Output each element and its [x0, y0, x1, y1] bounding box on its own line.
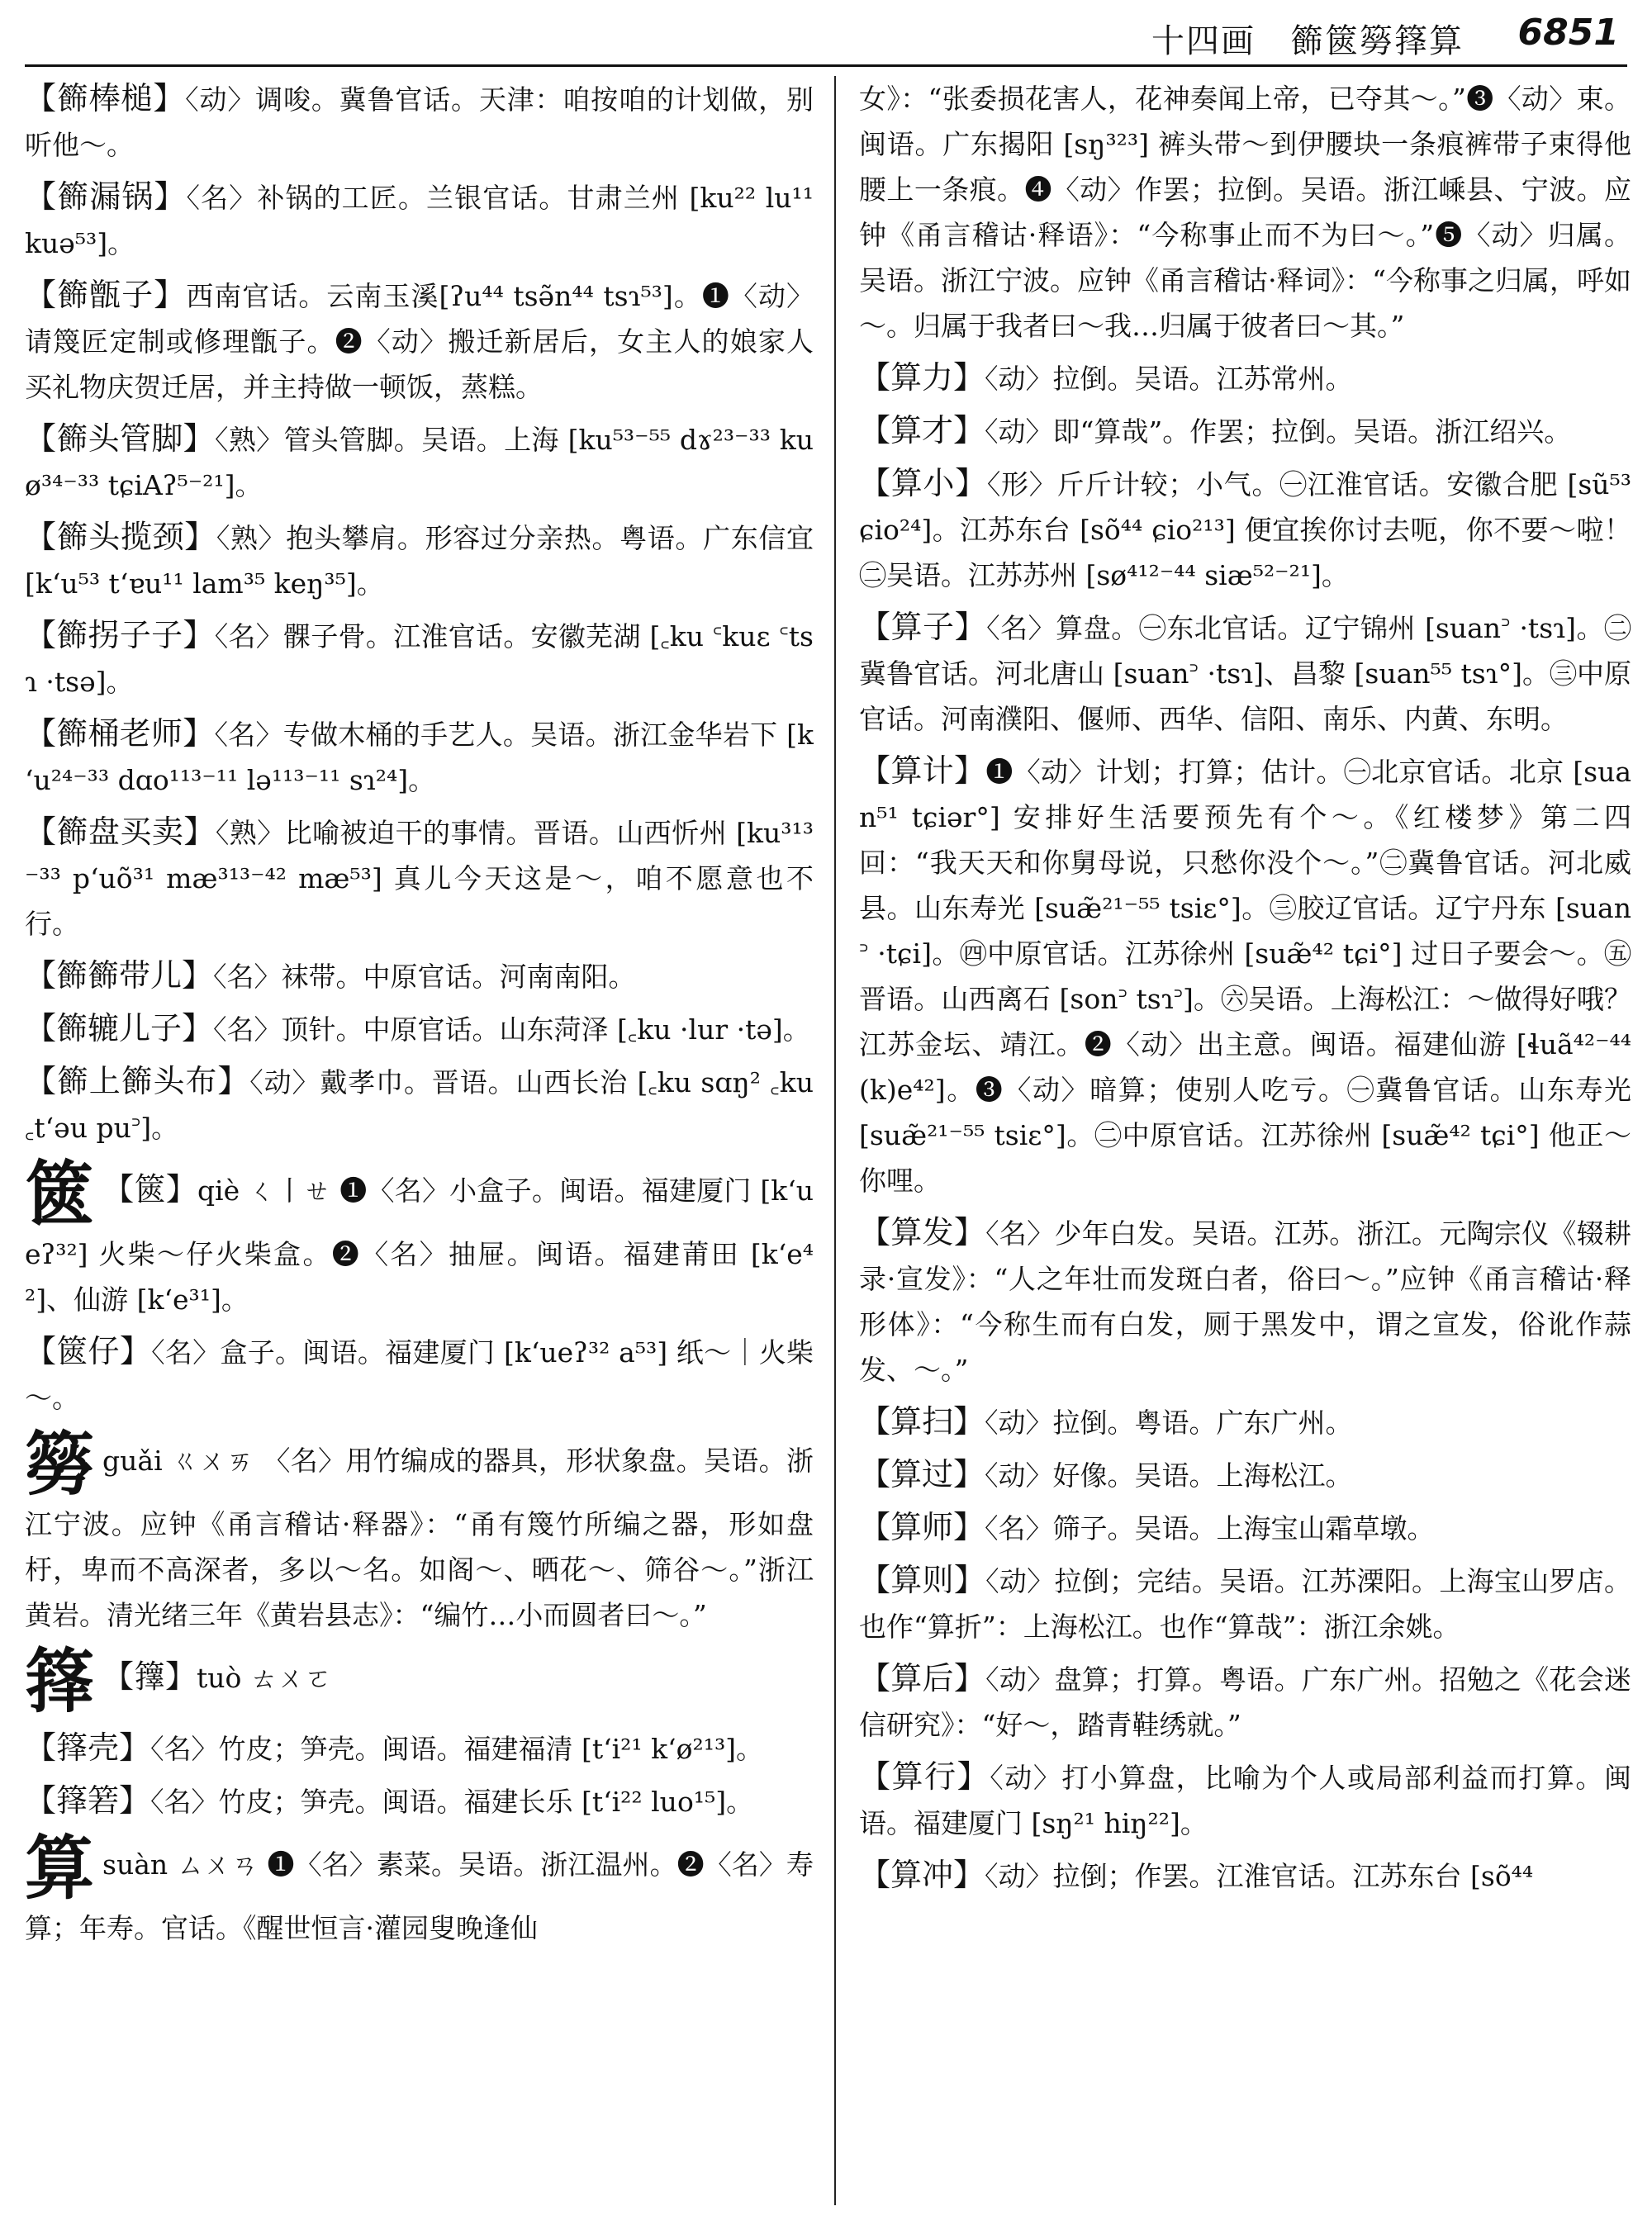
dict-entry — [25, 1778, 814, 1824]
headword: 【算后】 — [859, 1660, 986, 1696]
dict-entry — [25, 515, 814, 606]
definition: 〈名〉筛子。吴语。上海宝山霜草墩。 — [985, 1512, 1435, 1544]
dict-entry — [25, 416, 814, 508]
dict-entry — [859, 1558, 1631, 1649]
headword: 【籜】 — [102, 1658, 197, 1695]
large-character: 簩 — [25, 1423, 95, 1505]
headword: 【籂甑子】 — [25, 277, 187, 313]
headword: 【籂漏锅】 — [25, 178, 187, 215]
definition: 〈名〉竹皮；笋壳。闽语。福建福清 [tʻi²¹ kʻø²¹³]。 — [150, 1733, 764, 1765]
dict-entry — [25, 1059, 814, 1151]
headword: 【算子】 — [859, 609, 987, 645]
definition: 〈动〉拉倒；作罢。江淮官话。江苏东台 [sõ⁴⁴ — [985, 1860, 1534, 1892]
dict-entry — [859, 1505, 1631, 1551]
dict-entry — [859, 1656, 1631, 1748]
headword: 【箨壳】 — [25, 1729, 151, 1766]
definition: 〈熟〉比喻被迫干的事情。晋语。山西忻州 [ku³¹³⁻³³ pʻuõ³¹ mæ³¹³⁻⁴² mæ⁵³] 真儿今天这是～，咱不愿意也不行。 — [25, 817, 814, 940]
dict-entry — [859, 355, 1631, 401]
dict-entry — [25, 174, 814, 266]
definition: qiè ㄑ丨ㄝ ❶〈名〉小盒子。闽语。福建厦门 [kʻueʔ³²] 火柴～仔火柴盒。❷〈名〉抽屉。闽语。福建莆田 [kʻe⁴²]、仙游 [kʻe³¹]。 — [25, 1174, 814, 1316]
definition: 〈动〉盘算；打算。粤语。广东广州。招勉之《花会迷信研究》：“好～，踏青鞋绣就。” — [859, 1663, 1631, 1741]
definition: 〈熟〉管头管脚。吴语。上海 [ku⁵³⁻⁵⁵ dɤ²³⁻³³ kuø³⁴⁻³³ tɕiAʔ⁵⁻²¹]。 — [25, 424, 814, 501]
headword: 【算计】 — [859, 752, 986, 789]
dict-entry — [25, 953, 814, 999]
headword: 【籂头管脚】 — [25, 420, 215, 457]
dict-entry — [859, 605, 1631, 742]
headword: 【算发】 — [859, 1214, 986, 1250]
headword: 【算扫】 — [859, 1403, 985, 1440]
headword: 【算才】 — [859, 412, 985, 448]
definition: 〈动〉拉倒。粤语。广东广州。 — [985, 1407, 1353, 1439]
dict-entry — [859, 1754, 1631, 1846]
headword: 【算小】 — [859, 465, 987, 501]
column-divider — [834, 76, 836, 2205]
headword: 【算过】 — [859, 1456, 985, 1492]
dict-entry — [859, 408, 1631, 454]
headword: 【篋】 — [102, 1171, 197, 1208]
dict-entry — [859, 1210, 1631, 1393]
definition: 〈动〉好像。吴语。上海松江。 — [985, 1459, 1353, 1492]
headword: 【篋仔】 — [25, 1333, 152, 1369]
definition: 〈名〉盒子。闽语。福建厦门 [kʻueʔ³² a⁵³] 纸～｜火柴～。 — [25, 1336, 814, 1414]
page-header — [0, 0, 1652, 66]
dict-entry — [859, 461, 1631, 598]
definition: 〈动〉打小算盘，比喻为个人或局部利益而打算。闽语。福建厦门 [sŋ²¹ hiŋ²²]。 — [859, 1762, 1631, 1839]
character-entry — [25, 1153, 814, 1322]
dict-entry — [25, 1329, 814, 1421]
right-column — [859, 76, 1631, 2213]
large-character: 算 — [25, 1827, 95, 1909]
headword: 【算师】 — [859, 1509, 985, 1545]
headword: 【籂盘买卖】 — [25, 814, 216, 850]
dict-entry — [25, 76, 814, 168]
dict-entry — [25, 1006, 814, 1052]
definition: 〈动〉拉倒。吴语。江苏常州。 — [985, 363, 1353, 395]
dict-entry — [859, 1853, 1631, 1899]
definition: 西南官话。云南玉溪[ʔu⁴⁴ tsə̃n⁴⁴ tsɿ⁵³]。❶〈动〉请篾匠定制或修理甑子。❷〈动〉搬迁新居后，女主人的娘家人买礼物庆贺迁居，并主持做一顿饭，蒸糕。 — [25, 280, 814, 403]
character-entry — [25, 1423, 814, 1638]
definition: suàn ㄙㄨㄢ ❶〈名〉素菜。吴语。浙江温州。❷〈名〉寿算；年寿。官话。《醒世恒言·灌园叟晚逢仙 — [25, 1848, 814, 1944]
definition: 〈名〉补锅的工匠。兰银官话。甘肃兰州 [ku²² lu¹¹ kuə⁵³]。 — [25, 182, 814, 259]
continuation-text: 女》：“张委损花害人，花神奏闻上帝，已夺其～。”❸〈动〉束。闽语。广东揭阳 [sŋ³²³] 裤头带～到伊腰块一条痕裤带子束得他腰上一条痕。❹〈动〉作罢；拉倒。吴语。浙江嵊县、宁波。应钟《甬言稽诂·释语》：“今称事止而不为曰～。”❺〈动〉归属。吴语。浙江宁波。应钟《甬言稽诂·释词》：“今称事之归属，呼如～。归属于我者曰～我…归属于彼者曰～其。” — [859, 83, 1631, 342]
definition: 〈名〉竹皮；笋壳。闽语。福建长乐 [tʻi²² luo¹⁵]。 — [150, 1786, 754, 1818]
definition: 〈名〉袜带。中原官话。河南南阳。 — [213, 961, 636, 993]
dict-entry — [25, 809, 814, 947]
headword: 【籂辘儿子】 — [25, 1010, 214, 1046]
dict-entry — [25, 1725, 814, 1772]
headword: 【籂上籂头布】 — [25, 1063, 250, 1099]
dict-entry — [25, 273, 814, 410]
headword: 【算冲】 — [859, 1857, 985, 1893]
section-heading: 十四画 籂篋簩箨算 — [1151, 22, 1464, 60]
definition: 〈名〉算盘。㊀东北官话。辽宁锦州 [suan꜄ ·tsɿ]。㊁冀鲁官话。河北唐山 [suan꜄ ·tsɿ]、昌黎 [suan⁵⁵ tsɿ°]。㊂中原官话。河南濮阳、偃师、西华、信阳、南乐、内黄、东明。 — [859, 612, 1631, 735]
large-character: 篋 — [25, 1153, 95, 1235]
definition: 〈名〉专做木桶的手艺人。吴语。浙江金华岩下 [kʻu²⁴⁻³³ dɑo¹¹³⁻¹¹ lə¹¹³⁻¹¹ sɿ²⁴]。 — [25, 719, 814, 796]
header-rule — [25, 64, 1627, 67]
definition: ❶〈动〉计划；打算；估计。㊀北京官话。北京 [suan⁵¹ tɕiər°] 安排好生活要预先有个～。《红楼梦》第二四回：“我天天和你舅母说，只愁你没个～。”㊁冀鲁官话。河北威县。山东寿光 [suæ̃²¹⁻⁵⁵ tsiɛ°]。㊂胶辽官话。辽宁丹东 [suan꜄ ·tɕi]。㊃中原官话。江苏徐州 [suæ̃⁴² tɕi°] 过日子要会～。㊄晋语。山西离石 [son꜄ tsɿ꜄]。㊅吴语。上海松江：～做得好哦？江苏金坛、靖江。❷〈动〉出主意。闽语。福建仙游 [ɬuã⁴²⁻⁴⁴ (k)e⁴²]。❸〈动〉暗算；使别人吃亏。㊀冀鲁官话。山东寿光 [suæ̃²¹⁻⁵⁵ tsiɛ°]。㊁中原官话。江苏徐州 [suæ̃⁴² tɕi°] 他正～你哩。 — [859, 756, 1631, 1197]
character-entry — [25, 1827, 814, 1951]
dict-entry — [859, 748, 1631, 1203]
definition: 〈动〉戴孝巾。晋语。山西长治 [꜀ku sɑŋ² ꜀ku ꜀tʻəu pu꜄]。 — [25, 1066, 814, 1144]
definition: 〈名〉髁子骨。江淮官话。安徽芜湖 [꜀ku ꜂kuɛ ꜂tsɿ ·tsə]。 — [25, 620, 814, 698]
dict-entry — [859, 1399, 1631, 1445]
page-number: 6851 — [1517, 12, 1619, 54]
headword: 【籂拐子子】 — [25, 617, 215, 653]
headword: 【算力】 — [859, 359, 985, 396]
definition: 〈熟〉抱头攀肩。形容过分亲热。粤语。广东信宜 [kʻu⁵³ tʻɐu¹¹ lam³⁵ keŋ³⁵]。 — [25, 522, 814, 600]
headword: 【算行】 — [859, 1758, 990, 1795]
definition: 〈形〉斤斤计较；小气。㊀江淮官话。安徽合肥 [sũ⁵³ ɕio²⁴]。江苏东台 [sõ⁴⁴ ɕio²¹³] 便宜挨你讨去呃，你不要～啦！㊁吴语。江苏苏州 [sø⁴¹²⁻⁴⁴ siæ⁵²⁻²¹]。 — [859, 468, 1631, 591]
headword: 【籂头揽颈】 — [25, 519, 216, 555]
large-character: 箨 — [25, 1640, 95, 1722]
definition: guǎi ㄍㄨㄞ 〈名〉用竹编成的器具，形状象盘。吴语。浙江宁波。应钟《甬言稽诂·释器》：“甬有篾竹所编之器，形如盘杅，卑而不高深者，多以～名。如阁～、晒花～、筛谷～。”浙江黄岩。清光绪三年《黄岩县志》：“编竹…小而圆者曰～。” — [25, 1445, 814, 1631]
dict-entry — [859, 1452, 1631, 1498]
definition: 〈动〉拉倒；完结。吴语。江苏溧阳。上海宝山罗店。也作“算折”：上海松江。也作“算哉”：浙江余姚。 — [859, 1565, 1631, 1643]
definition: 〈名〉顶针。中原官话。山东菏泽 [꜀ku ·lur ·tə]。 — [213, 1013, 810, 1046]
headword: 【箨箬】 — [25, 1782, 151, 1819]
definition: 〈名〉少年白发。吴语。江苏。浙江。元陶宗仪《辍耕录·宣发》：“人之年壮而发斑白者，俗曰～。”应钟《甬言稽诂·释形体》：“今称生而有白发，厕于黑发中，谓之宣发，俗讹作蒜发、～。” — [859, 1217, 1631, 1386]
headword: 【籂桶老师】 — [25, 715, 215, 752]
character-entry — [25, 1640, 814, 1722]
headword: 【籂籂带儿】 — [25, 957, 214, 994]
definition: 〈动〉调唆。冀鲁官话。天津：咱按咱的计划做，别听他～。 — [25, 83, 814, 161]
headword: 【算则】 — [859, 1562, 986, 1598]
dict-entry — [25, 711, 814, 803]
dict-entry — [25, 613, 814, 705]
definition: 〈动〉即“算哉”。作罢；拉倒。吴语。浙江绍兴。 — [985, 415, 1572, 448]
left-column — [25, 76, 814, 2213]
headword: 【籂棒槌】 — [25, 80, 186, 116]
definition: tuò ㄊㄨㄛ — [197, 1662, 332, 1694]
